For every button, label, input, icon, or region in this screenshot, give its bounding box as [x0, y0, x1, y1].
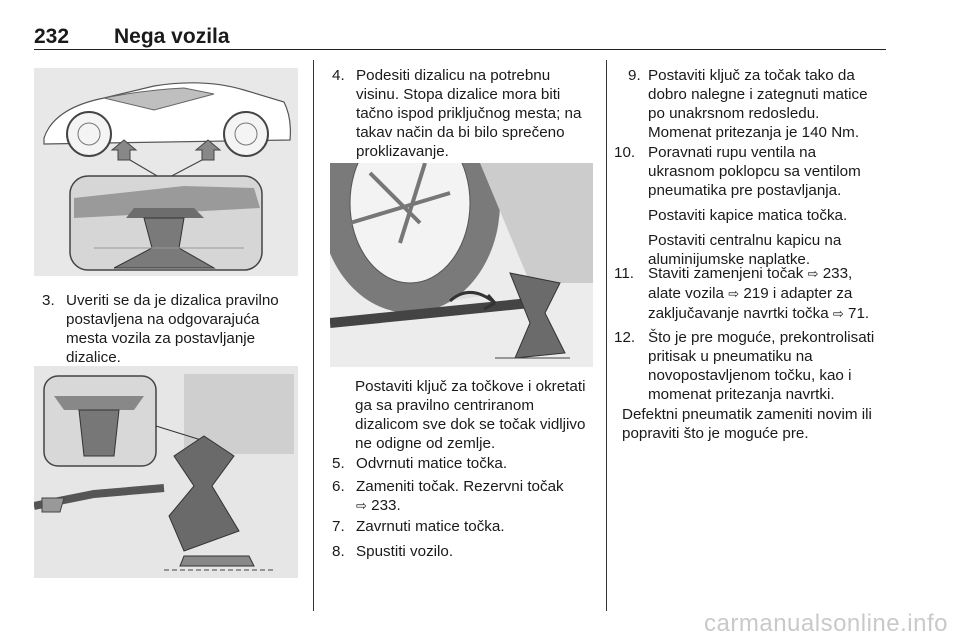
- step-number: 8.: [332, 543, 345, 560]
- line: ga sa pravilno centriranom: [355, 397, 534, 414]
- line: Defektni pneumatik zameniti novim ili: [622, 406, 872, 423]
- line: [648, 284, 869, 304]
- line: ne odigne od zemlje.: [355, 435, 496, 452]
- step-number: 12.: [614, 329, 636, 346]
- step-6: [332, 477, 600, 515]
- line: mesta vozila za postavljanje: [66, 330, 256, 347]
- reference-arrow-icon[interactable]: ⇨: [807, 267, 819, 282]
- line: novopostavljenom točku, kao i: [648, 367, 852, 384]
- page-number: 232: [34, 25, 70, 48]
- line: Zameniti točak. Rezervni točak: [356, 478, 564, 495]
- line: postavljena na odgovarajuća: [66, 311, 260, 328]
- step-text: Spustiti vozilo.: [356, 543, 454, 560]
- step-text: [648, 143, 861, 269]
- step-11: [614, 264, 894, 322]
- reference-arrow-icon[interactable]: ⇨: [832, 307, 844, 322]
- line: Uveriti se da je dizalica pravilno: [66, 292, 279, 309]
- step-text: [648, 66, 868, 142]
- line: proklizavanje.: [356, 143, 449, 160]
- step-text: [648, 328, 874, 404]
- line: pritisak u pneumatiku na: [648, 348, 813, 365]
- step-8: [332, 542, 600, 561]
- step-number: 4.: [332, 67, 345, 84]
- line: takav način da bi bilo sprečeno: [356, 124, 565, 141]
- wrench-instruction: [355, 377, 600, 453]
- line: dizalicom sve dok se točak vidljivo: [355, 416, 586, 433]
- step-number: 11.: [614, 265, 634, 282]
- line: Podesiti dizalicu na potrebnu: [356, 67, 551, 84]
- step-text: Odvrnuti matice točka.: [356, 455, 508, 472]
- step-7: [332, 517, 600, 536]
- xref-page[interactable]: 219 i adapter za: [743, 285, 853, 302]
- line: Momenat pritezanja je 140 Nm.: [648, 124, 860, 141]
- step-text: [356, 66, 581, 161]
- line: ukrasnom poklopcu sa ventilom: [648, 163, 861, 180]
- text: zaključavanje navrtki točka: [648, 305, 829, 322]
- step-number: 10.: [614, 144, 636, 161]
- line: [648, 304, 869, 324]
- step-text: [356, 477, 564, 516]
- line: aluminijumske naplatke.: [648, 251, 811, 268]
- line: po unakrsnom redosledu.: [648, 105, 820, 122]
- step-12: [614, 328, 894, 404]
- line: momenat pritezanja navrtki.: [648, 386, 835, 403]
- text: alate vozila: [648, 285, 724, 302]
- column-divider-1: [313, 60, 314, 611]
- reference-arrow-icon[interactable]: ⇨: [728, 287, 740, 302]
- step-10: [614, 143, 894, 268]
- line: Postaviti ključ za točkove i okretati: [355, 378, 586, 395]
- line: popraviti što je moguće pre.: [622, 425, 809, 442]
- step-text: [66, 291, 279, 367]
- step-number: 5.: [332, 455, 345, 472]
- line: visinu. Stopa dizalice mora biti: [356, 86, 561, 103]
- xref-line: [356, 496, 564, 516]
- step-4: [332, 66, 600, 162]
- wrench-on-jack-illustration: [330, 163, 593, 367]
- step-9: [624, 66, 894, 142]
- page-header: [34, 19, 886, 50]
- step-number: 6.: [332, 478, 345, 495]
- jack-placement-illustration: [34, 366, 298, 578]
- xref-page[interactable]: 233.: [371, 497, 401, 514]
- page-title: Nega vozila: [114, 25, 230, 48]
- reference-arrow-icon[interactable]: ⇨: [356, 499, 367, 514]
- line: Postaviti centralnu kapicu na: [648, 232, 842, 249]
- step-number: 9.: [628, 67, 641, 84]
- line: Poravnati rupu ventila na: [648, 144, 817, 161]
- column-divider-2: [606, 60, 607, 611]
- line: Postaviti kapice matica točka.: [648, 207, 848, 224]
- step-number: 3.: [42, 292, 55, 309]
- line: tačno ispod priključnog mesta; na: [356, 105, 582, 122]
- step-text: [648, 264, 869, 324]
- step-number: 7.: [332, 518, 345, 535]
- line: dobro nalegne i zategnuti matice: [648, 86, 868, 103]
- line: pneumatika pre postavljanja.: [648, 182, 842, 199]
- xref-page[interactable]: 233,: [822, 265, 853, 282]
- line: [648, 264, 869, 284]
- step-3: [42, 291, 302, 371]
- closing-note: [622, 405, 892, 443]
- watermark: carmanualsonline.info: [704, 610, 948, 637]
- line: Postaviti ključ za točak tako da: [648, 67, 855, 84]
- text: Staviti zamenjeni točak: [648, 265, 804, 282]
- xref-page[interactable]: 71.: [848, 305, 870, 322]
- line: Što je pre moguće, prekontrolisati: [648, 329, 875, 346]
- step-text: Zavrnuti matice točka.: [356, 518, 505, 535]
- car-jack-points-illustration: [34, 68, 298, 276]
- line: dizalice.: [66, 349, 121, 366]
- step-5: [332, 454, 600, 473]
